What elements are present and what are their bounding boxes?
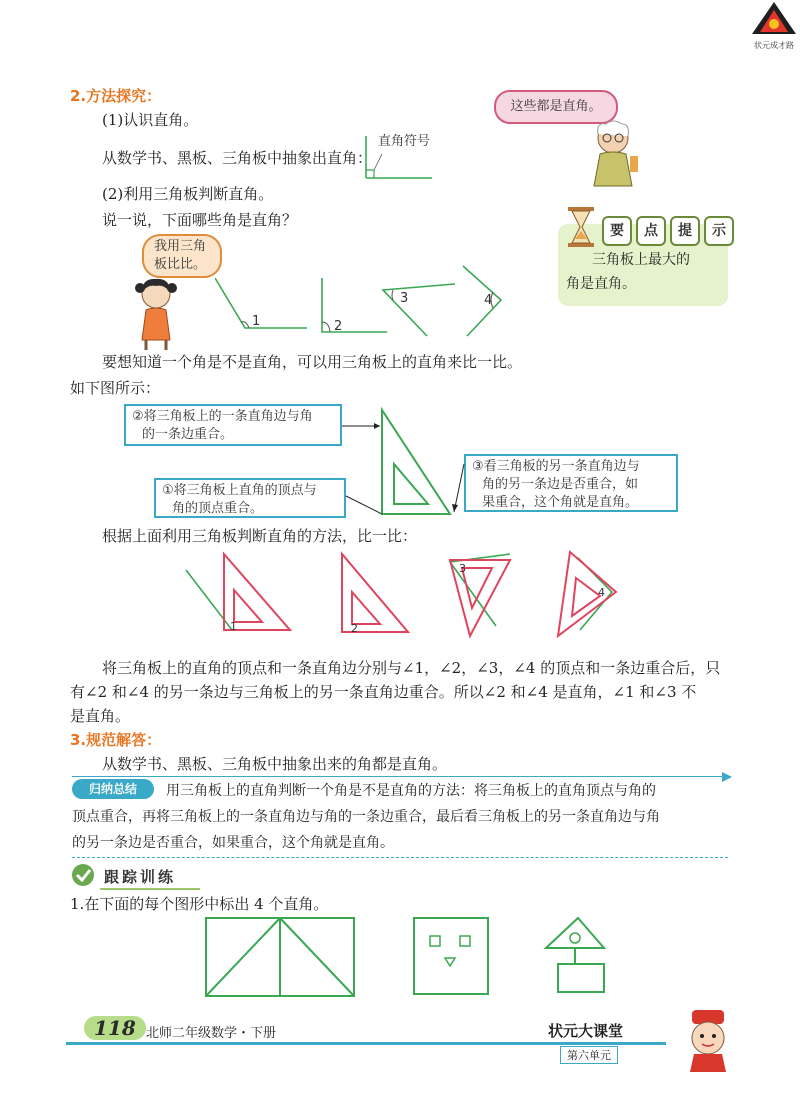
footer-page-number: 118	[84, 1016, 146, 1040]
girl-illustration	[128, 276, 186, 352]
footer-mascot-icon	[676, 1004, 740, 1074]
tracking-icon	[70, 862, 96, 888]
abstract-right-angle-line: 从数学书、黑板、三角板中抽象出直角：	[102, 149, 373, 167]
angle-label-3: 3	[400, 291, 409, 306]
footer-book-title: 北师二年级数学・下册	[146, 1026, 277, 1041]
logo-caption: 状元成才路	[754, 41, 794, 50]
angle-1	[215, 278, 307, 328]
part-2-title: (2)利用三角板判断直角。	[102, 185, 274, 203]
tip-badge-1: 要	[602, 216, 632, 246]
tracking-title: 跟踪训练	[104, 868, 177, 886]
angle-2	[322, 278, 387, 332]
angle-label-2: 2	[334, 319, 343, 334]
summary-badge: 归纳总结	[72, 779, 154, 799]
step-1-line2: 角的顶点重合。	[172, 501, 264, 516]
tip-badge-3: 提	[670, 216, 700, 246]
hourglass-icon	[566, 206, 596, 248]
angle-label-1: 1	[252, 314, 261, 329]
section-3-heading: 3.规范解答：	[70, 731, 162, 749]
teacher-bubble-text: 这些都是直角。	[510, 99, 602, 114]
step-3-box	[464, 454, 678, 512]
footer-unit-label: 第六单元	[560, 1046, 618, 1064]
compare-label-2: 2	[351, 622, 358, 635]
shape-square-face	[414, 918, 488, 994]
compare-paragraph-line1: 要想知道一个角是不是直角，可以用三角板上的直角来比一比。	[102, 353, 523, 371]
angle-label-4: 4	[484, 293, 493, 308]
compare-paragraph-line2: 如下图所示：	[70, 379, 161, 397]
compare-label-4: 4	[598, 586, 605, 599]
compare-label-1: 1	[230, 620, 237, 633]
step-2-line1: ②将三角板上的一条直角边与角	[132, 409, 313, 424]
girl-speech-bubble	[142, 234, 222, 278]
tip-text-line2: 角是直角。	[566, 276, 636, 292]
conclusion-line2: 有∠2 和∠4 的另一条边与三角板上的另一条直角边重合。所以∠2 和∠4 是直角，∠1 和∠3 不	[70, 683, 697, 701]
right-angle-symbol-label: 直角符号	[378, 134, 431, 149]
step-3-line2: 角的另一条边是否重合，如	[482, 477, 639, 492]
part-1-title: (1)认识直角。	[102, 111, 199, 129]
step-1-line1: ①将三角板上直角的顶点与	[162, 483, 317, 498]
teacher-illustration	[580, 116, 650, 188]
logo-flame-icon	[748, 0, 800, 36]
compare-intro: 根据上面利用三角板判断直角的方法，比一比：	[102, 527, 418, 545]
step-3-line3: 果重合，这个角就是直角。	[482, 495, 639, 510]
girl-bubble-line2: 板比比。	[154, 257, 207, 272]
step-2-box	[124, 404, 342, 446]
compare-angle-1	[186, 554, 290, 630]
exercise-1-text: 1.在下面的每个图形中标出 4 个直角。	[70, 895, 329, 913]
step-3-line1: ③看三角板的另一条直角边与	[472, 459, 640, 474]
tip-badge-4: 示	[704, 216, 734, 246]
right-angle-symbol-diagram	[360, 134, 440, 186]
summary-line1: 用三角板上的直角判断一个角是不是直角的方法：将三角板上的直角顶点与角的	[166, 783, 656, 799]
compare-angle-4	[558, 552, 616, 636]
summary-line2: 顶点重合，再将三角板上的一条直角边与角的一条边重合，最后看三角板上的另一条直角边与角	[72, 809, 660, 825]
summary-arrow-icon	[722, 772, 732, 782]
section-3-answer: 从数学书、黑板、三角板中抽象出来的角都是直角。	[102, 755, 448, 773]
tip-text-line1: 三角板上最大的	[592, 252, 690, 268]
footer-brand: 状元大课堂	[548, 1022, 624, 1040]
conclusion-line3: 是直角。	[70, 707, 131, 725]
step-2-line2: 的一条边重合。	[142, 427, 234, 442]
tip-badge-2: 点	[636, 216, 666, 246]
angle-4	[463, 266, 501, 336]
exercise-1-shapes	[200, 914, 620, 1000]
angle-3	[383, 284, 455, 336]
triangle-comparison-figures	[180, 550, 630, 640]
conclusion-line1: 将三角板上的直角的顶点和一条直角边分别与∠1，∠2，∠3，∠4 的顶点和一条边重合后，只	[102, 659, 721, 677]
footer-rule	[66, 1042, 666, 1045]
shape-rectangle-with-triangle	[206, 918, 354, 996]
publisher-logo	[748, 0, 800, 48]
section-2-heading: 2.方法探究：	[70, 87, 162, 105]
shape-house	[546, 918, 604, 992]
triangle-ruler-demo	[340, 404, 470, 524]
girl-bubble-line1: 我用三角	[154, 239, 207, 254]
question-which-angles: 说一说，下面哪些角是直角？	[102, 211, 298, 229]
summary-line3: 的另一条边是否重合，如果重合，这个角就是直角。	[72, 835, 394, 851]
step-1-box	[154, 478, 346, 518]
compare-label-3: 3	[459, 562, 466, 575]
